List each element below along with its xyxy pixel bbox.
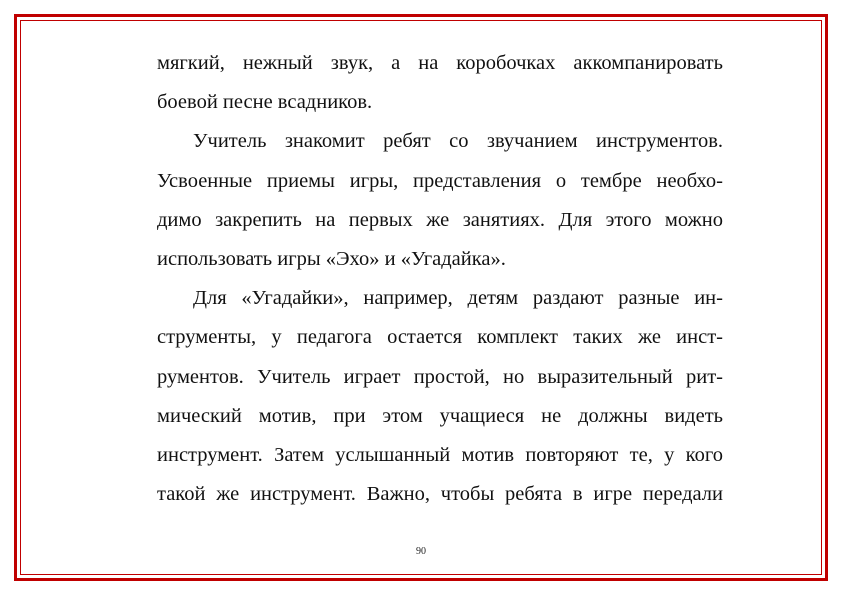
text-line: использовать игры «Эхо» и «Угадайка». bbox=[157, 247, 506, 270]
text-line: мический мотив, при этом учащиеся не должны видеть bbox=[157, 404, 723, 427]
text-line: рументов. Учитель играет простой, но выразительный рит- bbox=[157, 365, 723, 388]
text-line: димо закрепить на первых же занятиях. Для этого можно bbox=[157, 208, 723, 231]
text-line: инструмент. Затем услышанный мотив повторяют те, у кого bbox=[157, 443, 723, 466]
text-line: такой же инструмент. Важно, чтобы ребята в игре передали bbox=[157, 483, 723, 506]
text-line: мягкий, нежный звук, а на коробочках аккомпанировать bbox=[157, 52, 723, 74]
text-line: струменты, у педагога остается комплект таких же инст- bbox=[157, 326, 723, 349]
text-line: Для «Угадайки», например, детям раздают разные ин- bbox=[193, 287, 723, 310]
page-number: 90 bbox=[416, 546, 426, 557]
body-text bbox=[157, 44, 723, 514]
text-line: Усвоенные приемы игры, представления о тембре необхо- bbox=[157, 169, 723, 192]
text-line: Учитель знакомит ребят со звучанием инструментов. bbox=[193, 130, 723, 153]
text-line: боевой песне всадников. bbox=[157, 91, 373, 114]
